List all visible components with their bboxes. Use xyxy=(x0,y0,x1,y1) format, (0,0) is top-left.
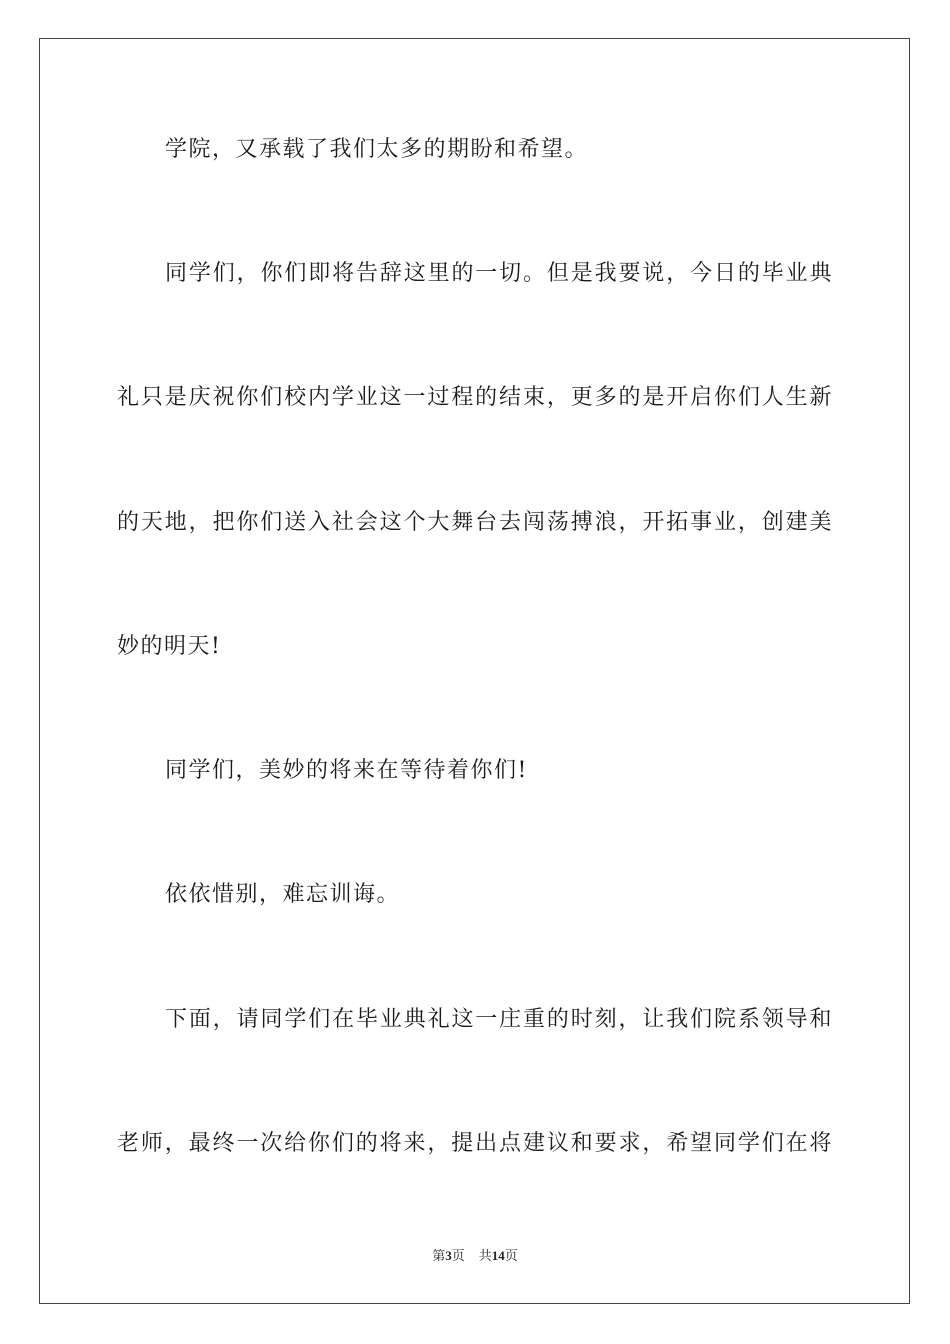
total-prefix: 共 xyxy=(478,1248,492,1263)
page-footer xyxy=(0,1247,950,1265)
page-number: 3 xyxy=(445,1248,452,1263)
paragraph-5-line-2: 老师，最终一次给你们的将来，提出点建议和要求，希望同学们在将 xyxy=(117,1131,833,1156)
paragraph-5-line-1: 下面，请同学们在毕业典礼这一庄重的时刻，让我们院系领导和 xyxy=(165,1007,833,1032)
page-suffix: 页 xyxy=(451,1248,465,1263)
paragraph-2-line-2: 礼只是庆祝你们校内学业这一过程的结束，更多的是开启你们人生新 xyxy=(117,385,833,410)
paragraph-2-line-4: 妙的明天! xyxy=(117,634,222,659)
total-suffix: 页 xyxy=(504,1248,518,1263)
paragraph-2-line-3: 的天地，把你们送入社会这个大舞台去闯荡搏浪，开拓事业，创建美 xyxy=(117,510,833,535)
paragraph-1-line-1: 学院，又承载了我们太多的期盼和希望。 xyxy=(165,137,589,162)
total-pages: 14 xyxy=(491,1248,505,1263)
page-prefix: 第 xyxy=(432,1248,446,1263)
page-frame xyxy=(39,38,910,1304)
paragraph-3-line-1: 同学们，美妙的将来在等待着你们! xyxy=(165,758,528,783)
paragraph-4-line-1: 依依惜别，难忘训诲。 xyxy=(165,882,401,907)
paragraph-2-line-1: 同学们，你们即将告辞这里的一切。但是我要说，今日的毕业典 xyxy=(165,261,833,286)
